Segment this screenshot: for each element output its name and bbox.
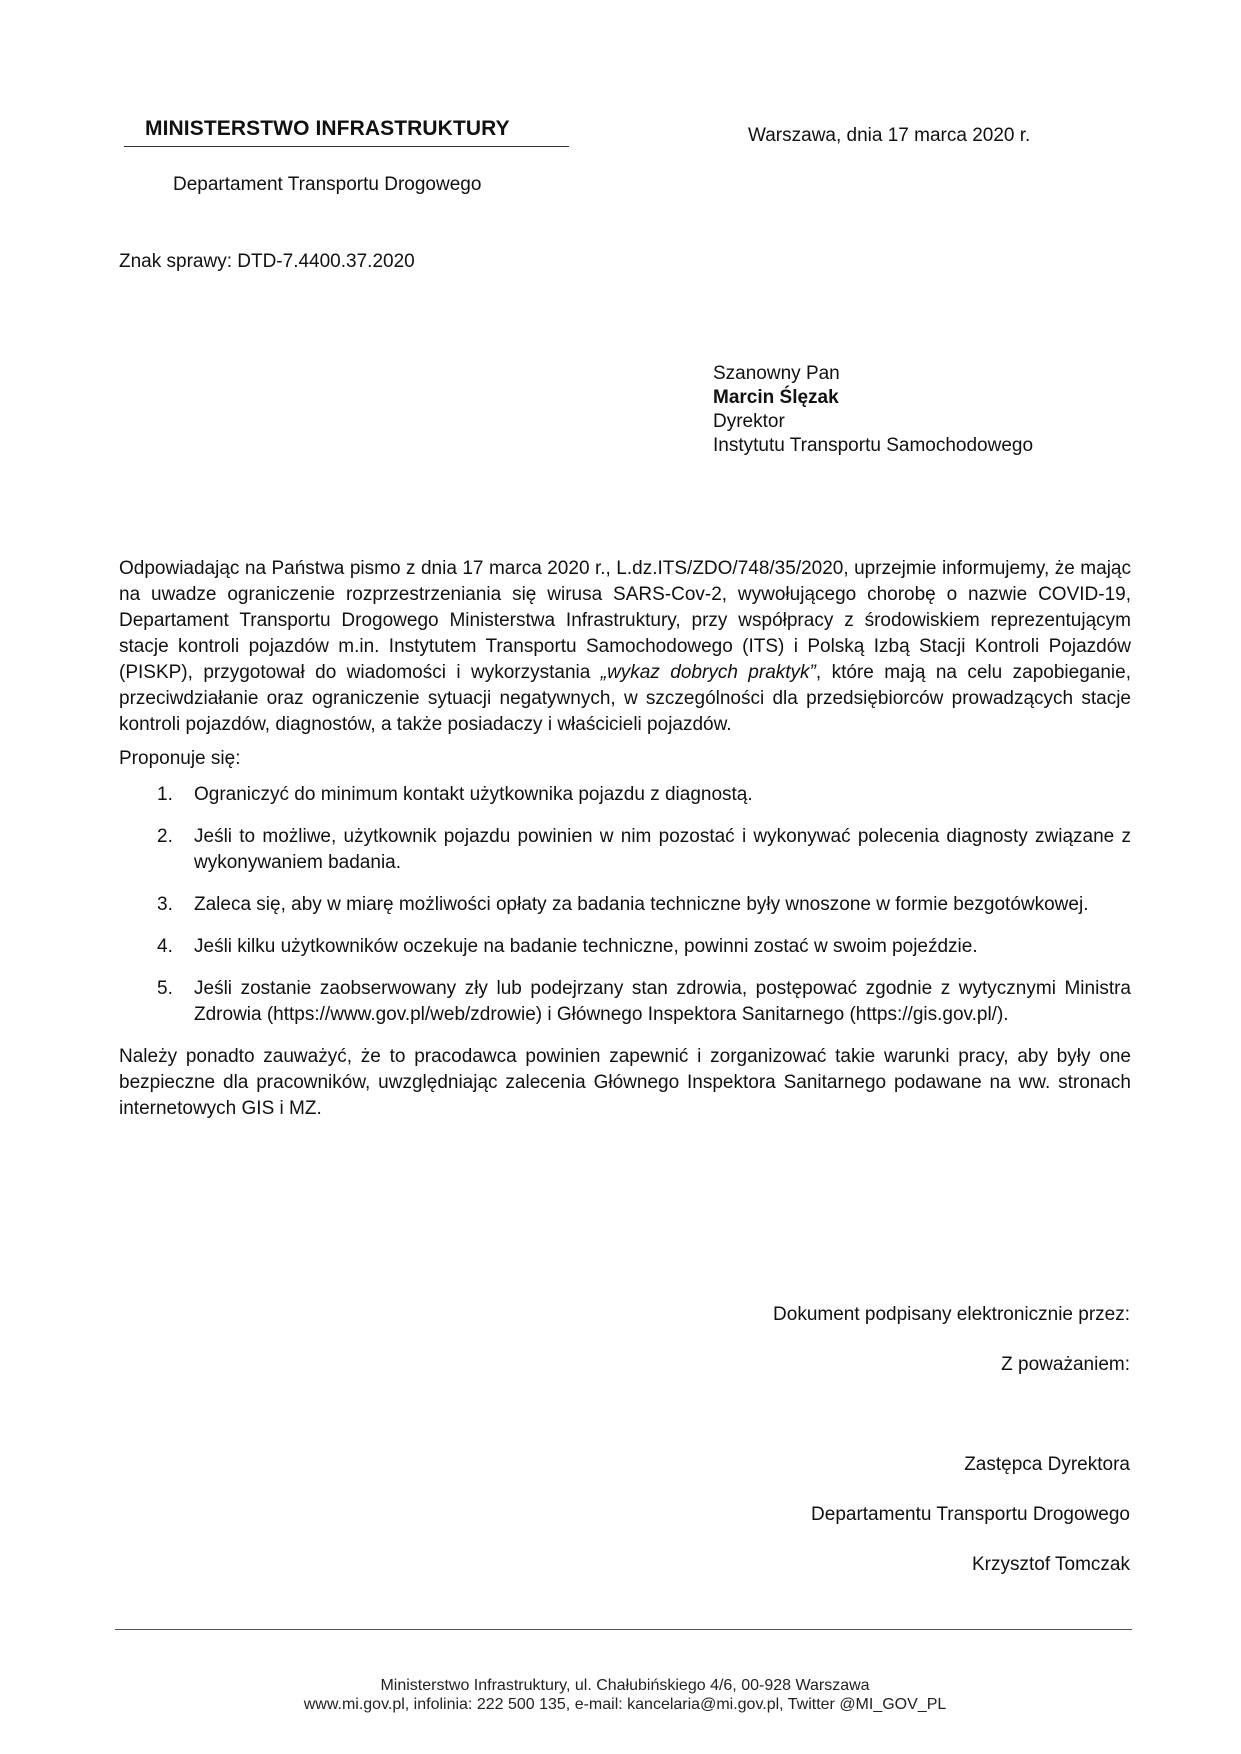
ministry-underline	[124, 146, 569, 147]
intro-text-start: Odpowiadając na Państwa pismo z dnia 17 marca 2020 r., L.dz.ITS/ZDO/748/35/2020, uprzejmie informujemy, że mając na uwadze ograniczenie rozprzestrzeniania się wirusa SARS-Cov-2, wywołującego chorobę o nazwie COVID-19, Departament Transportu Drogowego Ministerstwa Infrastruktury, przy współpracy z środowiskiem reprezentującym stacje kontroli pojazdów m.in. Instytutem Transportu Samochodowego (ITS) i Polską Izbą Stacji Kontroli Pojazdów (PISKP), przygotował do wiadomości i wykorzystania	[119, 558, 1131, 683]
ministry-name: MINISTERSTWO INFRASTRUKTURY	[145, 117, 510, 140]
signed-note: Dokument podpisany elektronicznie przez:	[773, 1304, 1130, 1325]
intro-paragraph	[119, 556, 1131, 738]
list-item-number: 2.	[157, 826, 173, 847]
intro-text-end: , które mają na celu zapobieganie, przeciwdziałanie oraz ograniczenie sytuacji negatywnych, w szczególności dla przedsiębiorców prowadzących stacje kontroli pojazdów, diagnostów, a także posiadaczy i właścicieli pojazdów.	[119, 662, 1131, 735]
recipient-name: Marcin Ślęzak	[713, 387, 839, 408]
list-item-number: 4.	[157, 936, 173, 957]
signatory-position: Zastępca Dyrektora	[964, 1454, 1130, 1475]
footer-divider	[115, 1629, 1132, 1630]
footer	[120, 1676, 1130, 1714]
regards: Z poważaniem:	[1001, 1354, 1130, 1375]
recipient-title: Dyrektor	[713, 411, 785, 432]
letter-date: Warszawa, dnia 17 marca 2020 r.	[748, 125, 1031, 146]
signatory-department: Departamentu Transportu Drogowego	[811, 1504, 1130, 1525]
list-item-text: Jeśli to możliwe, użytkownik pojazdu powinien w nim pozostać i wykonywać polecenia diagnosty związane z wykonywaniem badania.	[194, 826, 1131, 873]
list-item-text: Jeśli zostanie zaobserwowany zły lub podejrzany stan zdrowia, postępować zgodnie z wytycznymi Ministra Zdrowia (https://www.gov.pl/web/zdrowie) i Głównego Inspektora Sanitarnego (https://gis.gov.pl/).	[194, 978, 1131, 1025]
letter-body	[119, 556, 1131, 1122]
recommendations-list	[119, 782, 1131, 1028]
list-item	[119, 976, 1131, 1028]
department-name: Departament Transportu Drogowego	[173, 174, 482, 195]
list-item-number: 1.	[157, 784, 173, 805]
signature-block	[560, 1302, 1130, 1578]
list-item-number: 5.	[157, 978, 173, 999]
list-item	[119, 892, 1131, 918]
list-item-text: Zaleca się, aby w miarę możliwości opłaty za badania techniczne były wnoszone w formie bezgotówkowej.	[194, 894, 1089, 915]
list-item-text: Jeśli kilku użytkowników oczekuje na badanie techniczne, powinni zostać w swoim pojeździe.	[194, 936, 978, 957]
recipient-block	[713, 362, 1133, 458]
recipient-salutation: Szanowny Pan	[713, 363, 840, 384]
list-item	[119, 934, 1131, 960]
signatory-name: Krzysztof Tomczak	[971, 1554, 1130, 1575]
list-item-number: 3.	[157, 894, 173, 915]
proposal-heading: Proponuje się:	[119, 748, 241, 769]
case-reference: Znak sprawy: DTD-7.4400.37.2020	[119, 251, 415, 272]
recipient-organization: Instytutu Transportu Samochodowego	[713, 435, 1034, 456]
footer-contact: www.mi.gov.pl, infolinia: 222 500 135, e-mail: kancelaria@mi.gov.pl, Twitter @MI_GOV_PL	[303, 1696, 947, 1713]
closing-paragraph: Należy ponadto zauważyć, że to pracodawca powinien zapewnić i zorganizować takie warunki pracy, aby były one bezpieczne dla pracowników, uwzględniając zalecenia Głównego Inspektora Sanitarnego podawane na ww. stronach internetowych GIS i MZ.	[119, 1046, 1131, 1119]
list-item	[119, 782, 1131, 808]
list-item-text: Ograniczyć do minimum kontakt użytkownika pojazdu z diagnostą.	[194, 784, 753, 805]
list-item	[119, 824, 1131, 876]
good-practices-phrase: „wykaz dobrych praktyk”	[600, 662, 816, 683]
footer-address: Ministerstwo Infrastruktury, ul. Chałubińskiego 4/6, 00-928 Warszawa	[380, 1677, 870, 1694]
